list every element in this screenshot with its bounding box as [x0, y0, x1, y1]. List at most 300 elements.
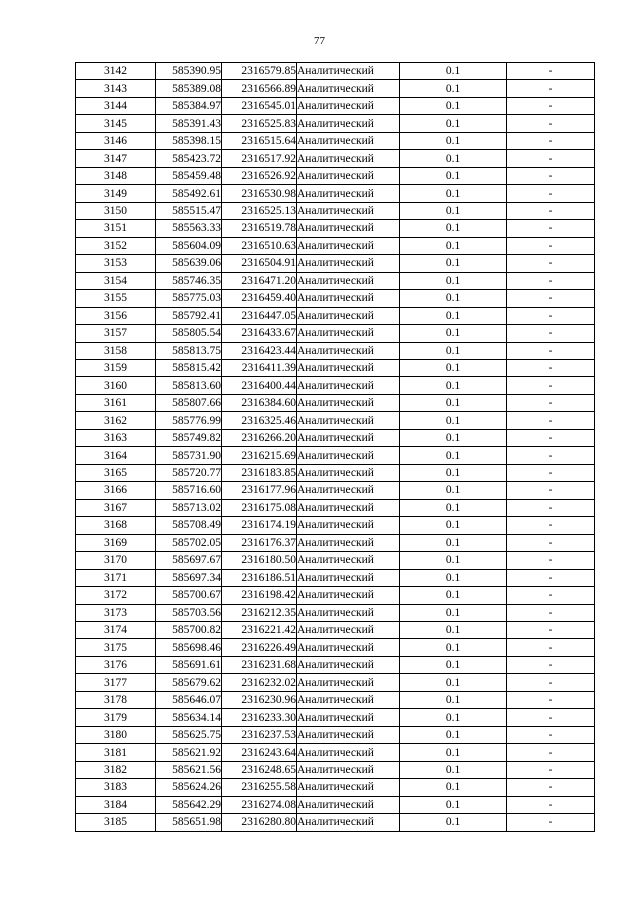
accuracy-cell: 0.1 [400, 464, 507, 481]
note-cell: - [507, 97, 595, 114]
note-cell: - [507, 639, 595, 656]
note-cell: - [507, 167, 595, 184]
x-coordinate-cell: 585625.75 [156, 726, 222, 743]
method-cell: Аналитический [297, 447, 400, 464]
accuracy-cell: 0.1 [400, 499, 507, 516]
y-coordinate-cell: 2316215.69 [222, 447, 297, 464]
point-number-cell: 3176 [76, 656, 156, 673]
accuracy-cell: 0.1 [400, 587, 507, 604]
accuracy-cell: 0.1 [400, 709, 507, 726]
y-coordinate-cell: 2316525.83 [222, 115, 297, 132]
note-cell: - [507, 482, 595, 499]
point-number-cell: 3154 [76, 272, 156, 289]
coordinates-table-body [76, 63, 595, 832]
method-cell: Аналитический [297, 115, 400, 132]
note-cell: - [507, 325, 595, 342]
y-coordinate-cell: 2316237.53 [222, 726, 297, 743]
accuracy-cell: 0.1 [400, 674, 507, 691]
note-cell: - [507, 569, 595, 586]
accuracy-cell: 0.1 [400, 639, 507, 656]
note-cell: - [507, 796, 595, 813]
x-coordinate-cell: 585700.67 [156, 587, 222, 604]
accuracy-cell: 0.1 [400, 342, 507, 359]
method-cell: Аналитический [297, 185, 400, 202]
table-row [76, 552, 595, 569]
point-number-cell: 3163 [76, 429, 156, 446]
note-cell: - [507, 359, 595, 376]
accuracy-cell: 0.1 [400, 779, 507, 796]
y-coordinate-cell: 2316384.60 [222, 394, 297, 411]
point-number-cell: 3173 [76, 604, 156, 621]
method-cell: Аналитический [297, 429, 400, 446]
accuracy-cell: 0.1 [400, 517, 507, 534]
table-row [76, 796, 595, 813]
note-cell: - [507, 691, 595, 708]
note-cell: - [507, 132, 595, 149]
x-coordinate-cell: 585702.05 [156, 534, 222, 551]
note-cell: - [507, 499, 595, 516]
point-number-cell: 3168 [76, 517, 156, 534]
x-coordinate-cell: 585700.82 [156, 622, 222, 639]
y-coordinate-cell: 2316545.01 [222, 97, 297, 114]
method-cell: Аналитический [297, 726, 400, 743]
accuracy-cell: 0.1 [400, 796, 507, 813]
table-row [76, 429, 595, 446]
table-row [76, 97, 595, 114]
x-coordinate-cell: 585639.06 [156, 255, 222, 272]
method-cell: Аналитический [297, 290, 400, 307]
accuracy-cell: 0.1 [400, 726, 507, 743]
note-cell: - [507, 464, 595, 481]
y-coordinate-cell: 2316400.44 [222, 377, 297, 394]
table-row [76, 255, 595, 272]
point-number-cell: 3170 [76, 552, 156, 569]
x-coordinate-cell: 585697.34 [156, 569, 222, 586]
accuracy-cell: 0.1 [400, 447, 507, 464]
method-cell: Аналитический [297, 534, 400, 551]
accuracy-cell: 0.1 [400, 307, 507, 324]
point-number-cell: 3161 [76, 394, 156, 411]
note-cell: - [507, 552, 595, 569]
y-coordinate-cell: 2316231.68 [222, 656, 297, 673]
method-cell: Аналитический [297, 237, 400, 254]
method-cell: Аналитический [297, 814, 400, 831]
point-number-cell: 3182 [76, 761, 156, 778]
table-row [76, 726, 595, 743]
y-coordinate-cell: 2316530.98 [222, 185, 297, 202]
table-row [76, 569, 595, 586]
y-coordinate-cell: 2316176.37 [222, 534, 297, 551]
y-coordinate-cell: 2316411.39 [222, 359, 297, 376]
note-cell: - [507, 447, 595, 464]
table-row [76, 691, 595, 708]
method-cell: Аналитический [297, 674, 400, 691]
note-cell: - [507, 674, 595, 691]
point-number-cell: 3164 [76, 447, 156, 464]
point-number-cell: 3178 [76, 691, 156, 708]
accuracy-cell: 0.1 [400, 412, 507, 429]
x-coordinate-cell: 585398.15 [156, 132, 222, 149]
table-row [76, 814, 595, 831]
accuracy-cell: 0.1 [400, 429, 507, 446]
method-cell: Аналитический [297, 709, 400, 726]
accuracy-cell: 0.1 [400, 691, 507, 708]
x-coordinate-cell: 585634.14 [156, 709, 222, 726]
method-cell: Аналитический [297, 622, 400, 639]
y-coordinate-cell: 2316280.80 [222, 814, 297, 831]
note-cell: - [507, 394, 595, 411]
point-number-cell: 3166 [76, 482, 156, 499]
table-row [76, 622, 595, 639]
method-cell: Аналитический [297, 150, 400, 167]
y-coordinate-cell: 2316517.92 [222, 150, 297, 167]
x-coordinate-cell: 585805.54 [156, 325, 222, 342]
y-coordinate-cell: 2316233.30 [222, 709, 297, 726]
x-coordinate-cell: 585720.77 [156, 464, 222, 481]
point-number-cell: 3153 [76, 255, 156, 272]
accuracy-cell: 0.1 [400, 115, 507, 132]
x-coordinate-cell: 585423.72 [156, 150, 222, 167]
note-cell: - [507, 255, 595, 272]
method-cell: Аналитический [297, 272, 400, 289]
coordinates-table [75, 62, 595, 832]
point-number-cell: 3159 [76, 359, 156, 376]
x-coordinate-cell: 585621.92 [156, 744, 222, 761]
x-coordinate-cell: 585708.49 [156, 517, 222, 534]
accuracy-cell: 0.1 [400, 534, 507, 551]
y-coordinate-cell: 2316579.85 [222, 63, 297, 80]
method-cell: Аналитический [297, 604, 400, 621]
x-coordinate-cell: 585391.43 [156, 115, 222, 132]
accuracy-cell: 0.1 [400, 359, 507, 376]
table-row [76, 464, 595, 481]
y-coordinate-cell: 2316175.08 [222, 499, 297, 516]
y-coordinate-cell: 2316471.20 [222, 272, 297, 289]
method-cell: Аналитический [297, 132, 400, 149]
table-row [76, 307, 595, 324]
method-cell: Аналитический [297, 779, 400, 796]
point-number-cell: 3175 [76, 639, 156, 656]
note-cell: - [507, 202, 595, 219]
point-number-cell: 3143 [76, 80, 156, 97]
y-coordinate-cell: 2316186.51 [222, 569, 297, 586]
table-row [76, 499, 595, 516]
point-number-cell: 3174 [76, 622, 156, 639]
note-cell: - [507, 63, 595, 80]
x-coordinate-cell: 585697.67 [156, 552, 222, 569]
x-coordinate-cell: 585679.62 [156, 674, 222, 691]
note-cell: - [507, 290, 595, 307]
x-coordinate-cell: 585713.02 [156, 499, 222, 516]
x-coordinate-cell: 585716.60 [156, 482, 222, 499]
note-cell: - [507, 429, 595, 446]
note-cell: - [507, 307, 595, 324]
x-coordinate-cell: 585459.48 [156, 167, 222, 184]
point-number-cell: 3152 [76, 237, 156, 254]
table-row [76, 709, 595, 726]
note-cell: - [507, 517, 595, 534]
note-cell: - [507, 709, 595, 726]
y-coordinate-cell: 2316177.96 [222, 482, 297, 499]
method-cell: Аналитический [297, 796, 400, 813]
x-coordinate-cell: 585807.66 [156, 394, 222, 411]
y-coordinate-cell: 2316325.46 [222, 412, 297, 429]
table-row [76, 604, 595, 621]
note-cell: - [507, 656, 595, 673]
accuracy-cell: 0.1 [400, 394, 507, 411]
method-cell: Аналитический [297, 255, 400, 272]
table-row [76, 744, 595, 761]
accuracy-cell: 0.1 [400, 185, 507, 202]
note-cell: - [507, 272, 595, 289]
accuracy-cell: 0.1 [400, 167, 507, 184]
method-cell: Аналитический [297, 552, 400, 569]
x-coordinate-cell: 585731.90 [156, 447, 222, 464]
y-coordinate-cell: 2316423.44 [222, 342, 297, 359]
point-number-cell: 3165 [76, 464, 156, 481]
method-cell: Аналитический [297, 167, 400, 184]
accuracy-cell: 0.1 [400, 814, 507, 831]
table-row [76, 185, 595, 202]
method-cell: Аналитический [297, 307, 400, 324]
point-number-cell: 3185 [76, 814, 156, 831]
x-coordinate-cell: 585563.33 [156, 220, 222, 237]
x-coordinate-cell: 585604.09 [156, 237, 222, 254]
accuracy-cell: 0.1 [400, 290, 507, 307]
table-row [76, 290, 595, 307]
point-number-cell: 3156 [76, 307, 156, 324]
table-row [76, 534, 595, 551]
point-number-cell: 3157 [76, 325, 156, 342]
table-row [76, 656, 595, 673]
note-cell: - [507, 342, 595, 359]
note-cell: - [507, 779, 595, 796]
note-cell: - [507, 185, 595, 202]
point-number-cell: 3181 [76, 744, 156, 761]
table-row [76, 377, 595, 394]
point-number-cell: 3148 [76, 167, 156, 184]
table-row [76, 342, 595, 359]
note-cell: - [507, 587, 595, 604]
y-coordinate-cell: 2316526.92 [222, 167, 297, 184]
accuracy-cell: 0.1 [400, 622, 507, 639]
note-cell: - [507, 115, 595, 132]
method-cell: Аналитический [297, 691, 400, 708]
y-coordinate-cell: 2316459.40 [222, 290, 297, 307]
x-coordinate-cell: 585651.98 [156, 814, 222, 831]
method-cell: Аналитический [297, 202, 400, 219]
point-number-cell: 3146 [76, 132, 156, 149]
accuracy-cell: 0.1 [400, 63, 507, 80]
method-cell: Аналитический [297, 744, 400, 761]
method-cell: Аналитический [297, 220, 400, 237]
page-number: 77 [314, 35, 325, 47]
method-cell: Аналитический [297, 80, 400, 97]
note-cell: - [507, 412, 595, 429]
note-cell: - [507, 220, 595, 237]
method-cell: Аналитический [297, 569, 400, 586]
accuracy-cell: 0.1 [400, 569, 507, 586]
point-number-cell: 3177 [76, 674, 156, 691]
point-number-cell: 3145 [76, 115, 156, 132]
note-cell: - [507, 726, 595, 743]
y-coordinate-cell: 2316198.42 [222, 587, 297, 604]
note-cell: - [507, 534, 595, 551]
accuracy-cell: 0.1 [400, 482, 507, 499]
table-row [76, 359, 595, 376]
table-row [76, 639, 595, 656]
point-number-cell: 3151 [76, 220, 156, 237]
note-cell: - [507, 761, 595, 778]
x-coordinate-cell: 585515.47 [156, 202, 222, 219]
y-coordinate-cell: 2316525.13 [222, 202, 297, 219]
table-row [76, 482, 595, 499]
y-coordinate-cell: 2316180.50 [222, 552, 297, 569]
method-cell: Аналитический [297, 63, 400, 80]
x-coordinate-cell: 585691.61 [156, 656, 222, 673]
note-cell: - [507, 237, 595, 254]
y-coordinate-cell: 2316212.35 [222, 604, 297, 621]
accuracy-cell: 0.1 [400, 97, 507, 114]
method-cell: Аналитический [297, 761, 400, 778]
x-coordinate-cell: 585813.60 [156, 377, 222, 394]
table-row [76, 674, 595, 691]
y-coordinate-cell: 2316266.20 [222, 429, 297, 446]
method-cell: Аналитический [297, 639, 400, 656]
y-coordinate-cell: 2316510.63 [222, 237, 297, 254]
note-cell: - [507, 377, 595, 394]
x-coordinate-cell: 585646.07 [156, 691, 222, 708]
accuracy-cell: 0.1 [400, 132, 507, 149]
accuracy-cell: 0.1 [400, 552, 507, 569]
point-number-cell: 3147 [76, 150, 156, 167]
y-coordinate-cell: 2316232.02 [222, 674, 297, 691]
x-coordinate-cell: 585389.08 [156, 80, 222, 97]
accuracy-cell: 0.1 [400, 150, 507, 167]
y-coordinate-cell: 2316504.91 [222, 255, 297, 272]
accuracy-cell: 0.1 [400, 656, 507, 673]
x-coordinate-cell: 585621.56 [156, 761, 222, 778]
table-row [76, 115, 595, 132]
table-row [76, 325, 595, 342]
note-cell: - [507, 814, 595, 831]
y-coordinate-cell: 2316248.65 [222, 761, 297, 778]
point-number-cell: 3172 [76, 587, 156, 604]
point-number-cell: 3169 [76, 534, 156, 551]
accuracy-cell: 0.1 [400, 255, 507, 272]
x-coordinate-cell: 585624.26 [156, 779, 222, 796]
method-cell: Аналитический [297, 587, 400, 604]
y-coordinate-cell: 2316519.78 [222, 220, 297, 237]
point-number-cell: 3179 [76, 709, 156, 726]
table-row [76, 202, 595, 219]
accuracy-cell: 0.1 [400, 325, 507, 342]
method-cell: Аналитический [297, 359, 400, 376]
y-coordinate-cell: 2316274.08 [222, 796, 297, 813]
accuracy-cell: 0.1 [400, 272, 507, 289]
y-coordinate-cell: 2316447.05 [222, 307, 297, 324]
y-coordinate-cell: 2316243.64 [222, 744, 297, 761]
point-number-cell: 3184 [76, 796, 156, 813]
table-row [76, 761, 595, 778]
x-coordinate-cell: 585775.03 [156, 290, 222, 307]
x-coordinate-cell: 585384.97 [156, 97, 222, 114]
method-cell: Аналитический [297, 377, 400, 394]
accuracy-cell: 0.1 [400, 80, 507, 97]
y-coordinate-cell: 2316433.67 [222, 325, 297, 342]
accuracy-cell: 0.1 [400, 604, 507, 621]
accuracy-cell: 0.1 [400, 237, 507, 254]
method-cell: Аналитический [297, 499, 400, 516]
point-number-cell: 3183 [76, 779, 156, 796]
y-coordinate-cell: 2316226.49 [222, 639, 297, 656]
point-number-cell: 3142 [76, 63, 156, 80]
point-number-cell: 3144 [76, 97, 156, 114]
method-cell: Аналитический [297, 325, 400, 342]
accuracy-cell: 0.1 [400, 202, 507, 219]
accuracy-cell: 0.1 [400, 761, 507, 778]
table-row [76, 412, 595, 429]
x-coordinate-cell: 585703.56 [156, 604, 222, 621]
table-row [76, 587, 595, 604]
point-number-cell: 3149 [76, 185, 156, 202]
table-row [76, 167, 595, 184]
table-row [76, 779, 595, 796]
note-cell: - [507, 150, 595, 167]
point-number-cell: 3155 [76, 290, 156, 307]
accuracy-cell: 0.1 [400, 377, 507, 394]
point-number-cell: 3162 [76, 412, 156, 429]
method-cell: Аналитический [297, 517, 400, 534]
y-coordinate-cell: 2316255.58 [222, 779, 297, 796]
method-cell: Аналитический [297, 394, 400, 411]
table-row [76, 272, 595, 289]
y-coordinate-cell: 2316566.89 [222, 80, 297, 97]
x-coordinate-cell: 585492.61 [156, 185, 222, 202]
x-coordinate-cell: 585642.29 [156, 796, 222, 813]
method-cell: Аналитический [297, 97, 400, 114]
x-coordinate-cell: 585776.99 [156, 412, 222, 429]
method-cell: Аналитический [297, 656, 400, 673]
point-number-cell: 3150 [76, 202, 156, 219]
y-coordinate-cell: 2316230.96 [222, 691, 297, 708]
note-cell: - [507, 744, 595, 761]
point-number-cell: 3158 [76, 342, 156, 359]
y-coordinate-cell: 2316183.85 [222, 464, 297, 481]
note-cell: - [507, 80, 595, 97]
y-coordinate-cell: 2316515.64 [222, 132, 297, 149]
point-number-cell: 3171 [76, 569, 156, 586]
method-cell: Аналитический [297, 342, 400, 359]
table-row [76, 150, 595, 167]
x-coordinate-cell: 585390.95 [156, 63, 222, 80]
accuracy-cell: 0.1 [400, 220, 507, 237]
table-row [76, 517, 595, 534]
table-row [76, 394, 595, 411]
table-row [76, 63, 595, 80]
method-cell: Аналитический [297, 482, 400, 499]
x-coordinate-cell: 585792.41 [156, 307, 222, 324]
x-coordinate-cell: 585746.35 [156, 272, 222, 289]
y-coordinate-cell: 2316221.42 [222, 622, 297, 639]
table-row [76, 80, 595, 97]
method-cell: Аналитический [297, 464, 400, 481]
table-row [76, 220, 595, 237]
table-row [76, 237, 595, 254]
x-coordinate-cell: 585813.75 [156, 342, 222, 359]
table-row [76, 132, 595, 149]
point-number-cell: 3160 [76, 377, 156, 394]
